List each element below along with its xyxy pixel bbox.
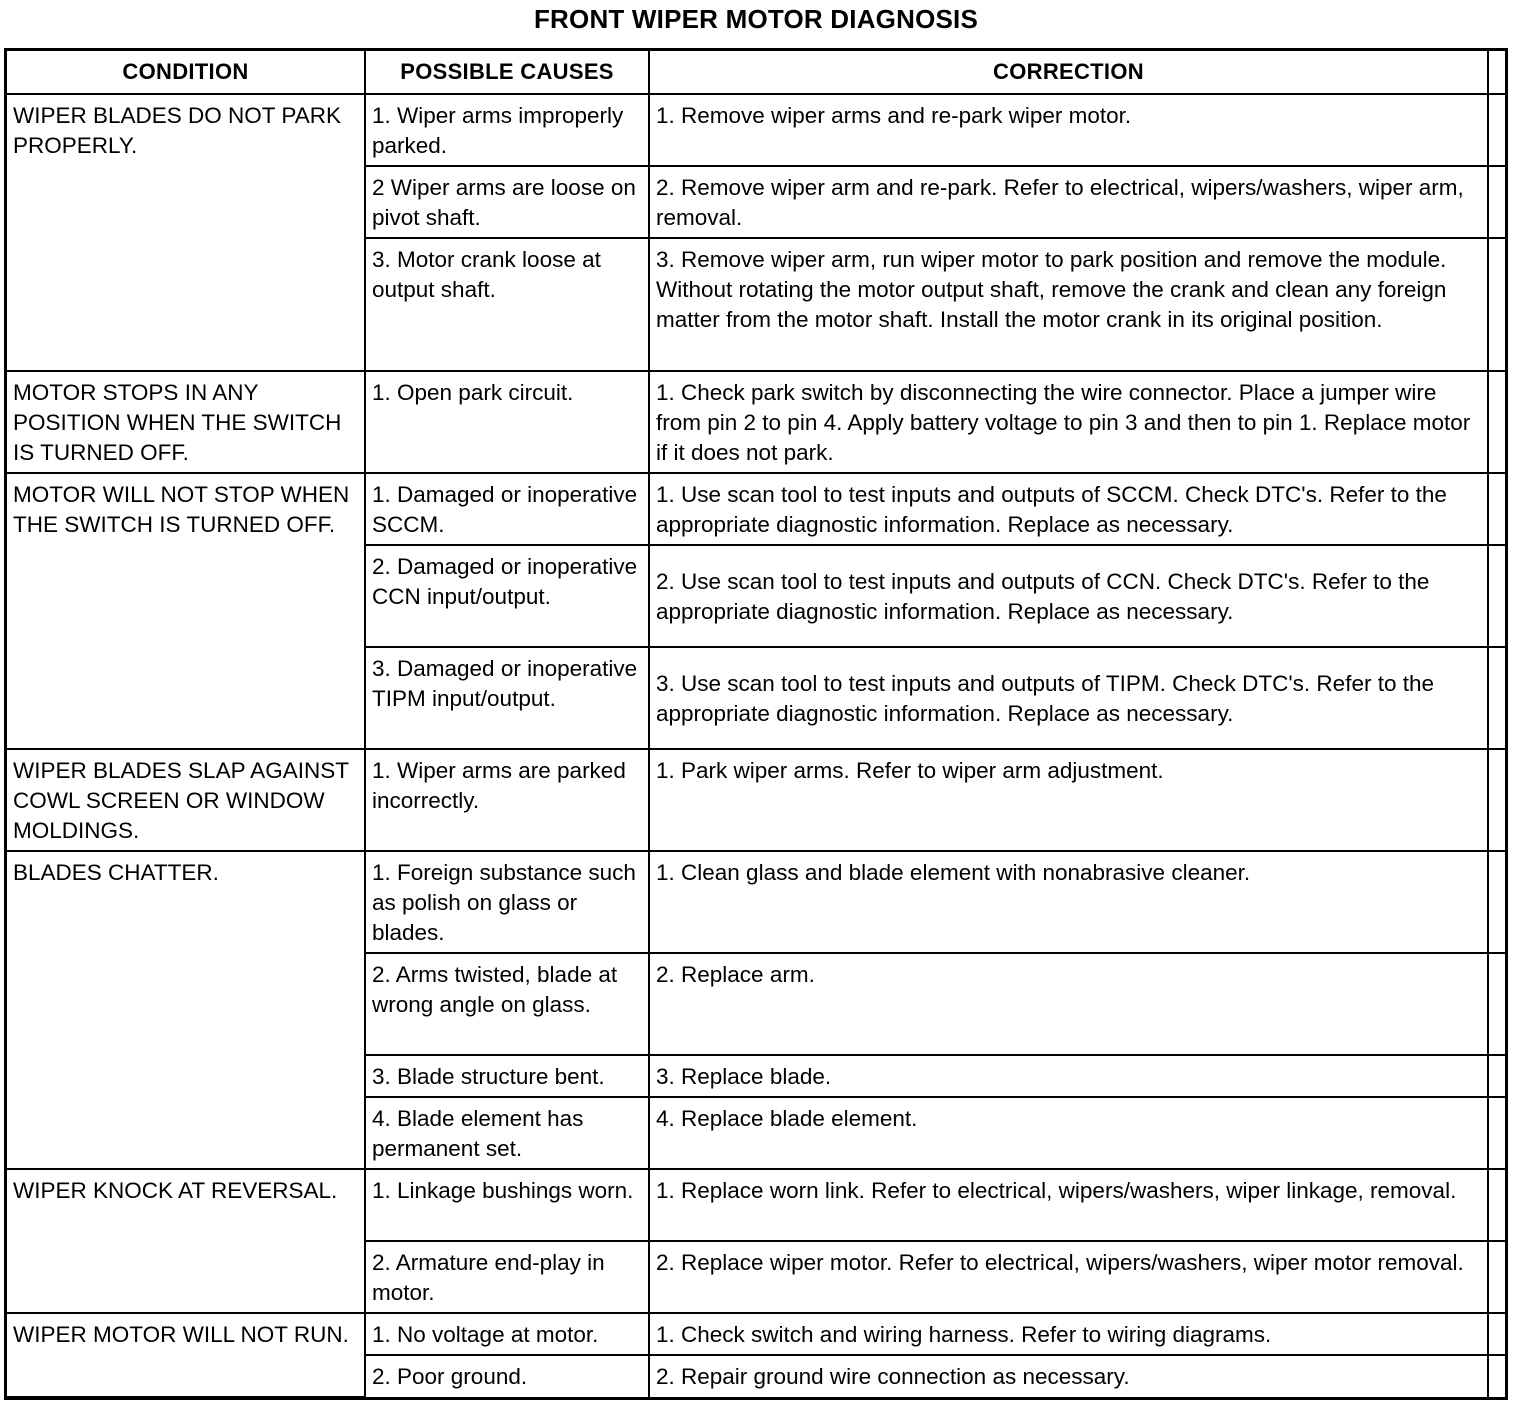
correction-cell: 1. Check park switch by disconnecting the wire connector. Place a jumper wire from pin 2 to pin 4. Apply battery voltage to pin 3 and then to pin 1. Replace motor if it does not park. bbox=[649, 371, 1488, 473]
cause-cell: 1. Open park circuit. bbox=[365, 371, 649, 473]
spacer-cell bbox=[1488, 166, 1505, 238]
condition-cell: MOTOR STOPS IN ANY POSITION WHEN THE SWITCH IS TURNED OFF. bbox=[7, 371, 365, 473]
condition-cell: BLADES CHATTER. bbox=[7, 851, 365, 1169]
table-row bbox=[7, 851, 1505, 953]
diagnosis-table bbox=[7, 51, 1505, 1398]
page-title: FRONT WIPER MOTOR DIAGNOSIS bbox=[533, 4, 979, 34]
spacer-cell bbox=[1488, 1169, 1505, 1241]
spacer-cell bbox=[1488, 1097, 1505, 1169]
condition-cell: WIPER KNOCK AT REVERSAL. bbox=[7, 1169, 365, 1313]
diagnosis-table-frame bbox=[4, 48, 1508, 1400]
spacer-cell bbox=[1488, 953, 1505, 1055]
spacer-cell bbox=[1488, 94, 1505, 166]
correction-cell: 4. Replace blade element. bbox=[649, 1097, 1488, 1169]
header-spacer bbox=[1488, 51, 1505, 94]
cause-cell: 1. Foreign substance such as polish on glass or blades. bbox=[365, 851, 649, 953]
cause-cell: 1. Damaged or inoperative SCCM. bbox=[365, 473, 649, 545]
header-correction: CORRECTION bbox=[649, 51, 1488, 94]
spacer-cell bbox=[1488, 473, 1505, 545]
cause-cell: 2 Wiper arms are loose on pivot shaft. bbox=[365, 166, 649, 238]
spacer-cell bbox=[1488, 1241, 1505, 1313]
table-row bbox=[7, 1313, 1505, 1355]
cause-cell: 2. Poor ground. bbox=[365, 1355, 649, 1397]
cause-cell: 3. Motor crank loose at output shaft. bbox=[365, 238, 649, 371]
condition-cell: WIPER BLADES SLAP AGAINST COWL SCREEN OR WINDOW MOLDINGS. bbox=[7, 749, 365, 851]
correction-cell: 2. Repair ground wire connection as necessary. bbox=[649, 1355, 1488, 1397]
cause-cell: 2. Armature end-play in motor. bbox=[365, 1241, 649, 1313]
spacer-cell bbox=[1488, 851, 1505, 953]
cause-cell: 2. Damaged or inoperative CCN input/output. bbox=[365, 545, 649, 647]
cause-cell: 1. Wiper arms improperly parked. bbox=[365, 94, 649, 166]
condition-cell: WIPER BLADES DO NOT PARK PROPERLY. bbox=[7, 94, 365, 371]
header-possible-causes: POSSIBLE CAUSES bbox=[365, 51, 649, 94]
table-row bbox=[7, 94, 1505, 166]
table-row bbox=[7, 473, 1505, 545]
condition-cell: WIPER MOTOR WILL NOT RUN. bbox=[7, 1313, 365, 1397]
cause-cell: 3. Blade structure bent. bbox=[365, 1055, 649, 1097]
spacer-cell bbox=[1488, 647, 1505, 749]
correction-cell: 1. Clean glass and blade element with nonabrasive cleaner. bbox=[649, 851, 1488, 953]
correction-cell: 3. Remove wiper arm, run wiper motor to park position and remove the module. Without rotating the motor output shaft, remove the crank and clean any foreign matter from the motor shaft. Install the motor crank in its original position. bbox=[649, 238, 1488, 371]
header-row bbox=[7, 51, 1505, 94]
spacer-cell bbox=[1488, 371, 1505, 473]
spacer-cell bbox=[1488, 1055, 1505, 1097]
spacer-cell bbox=[1488, 545, 1505, 647]
correction-cell: 2. Replace wiper motor. Refer to electrical, wipers/washers, wiper motor removal. bbox=[649, 1241, 1488, 1313]
correction-cell: 1. Use scan tool to test inputs and outputs of SCCM. Check DTC's. Refer to the appropriate diagnostic information. Replace as necessary. bbox=[649, 473, 1488, 545]
correction-cell: 3. Use scan tool to test inputs and outputs of TIPM. Check DTC's. Refer to the appropriate diagnostic information. Replace as necessary. bbox=[649, 647, 1488, 749]
cause-cell: 1. No voltage at motor. bbox=[365, 1313, 649, 1355]
cause-cell: 1. Wiper arms are parked incorrectly. bbox=[365, 749, 649, 851]
correction-cell: 2. Replace arm. bbox=[649, 953, 1488, 1055]
correction-cell: 1. Check switch and wiring harness. Refer to wiring diagrams. bbox=[649, 1313, 1488, 1355]
spacer-cell bbox=[1488, 238, 1505, 371]
table-row bbox=[7, 371, 1505, 473]
correction-cell: 1. Park wiper arms. Refer to wiper arm adjustment. bbox=[649, 749, 1488, 851]
spacer-cell bbox=[1488, 1313, 1505, 1355]
correction-cell: 2. Use scan tool to test inputs and outputs of CCN. Check DTC's. Refer to the appropriate diagnostic information. Replace as necessary. bbox=[649, 545, 1488, 647]
correction-cell: 2. Remove wiper arm and re-park. Refer to electrical, wipers/washers, wiper arm, removal. bbox=[649, 166, 1488, 238]
cause-cell: 2. Arms twisted, blade at wrong angle on glass. bbox=[365, 953, 649, 1055]
cause-cell: 1. Linkage bushings worn. bbox=[365, 1169, 649, 1241]
correction-cell: 3. Replace blade. bbox=[649, 1055, 1488, 1097]
table-row bbox=[7, 1169, 1505, 1241]
table-row bbox=[7, 749, 1505, 851]
correction-cell: 1. Remove wiper arms and re-park wiper motor. bbox=[649, 94, 1488, 166]
correction-cell: 1. Replace worn link. Refer to electrical, wipers/washers, wiper linkage, removal. bbox=[649, 1169, 1488, 1241]
condition-cell: MOTOR WILL NOT STOP WHEN THE SWITCH IS TURNED OFF. bbox=[7, 473, 365, 749]
cause-cell: 4. Blade element has permanent set. bbox=[365, 1097, 649, 1169]
spacer-cell bbox=[1488, 749, 1505, 851]
cause-cell: 3. Damaged or inoperative TIPM input/output. bbox=[365, 647, 649, 749]
header-condition: CONDITION bbox=[7, 51, 365, 94]
spacer-cell bbox=[1488, 1355, 1505, 1397]
